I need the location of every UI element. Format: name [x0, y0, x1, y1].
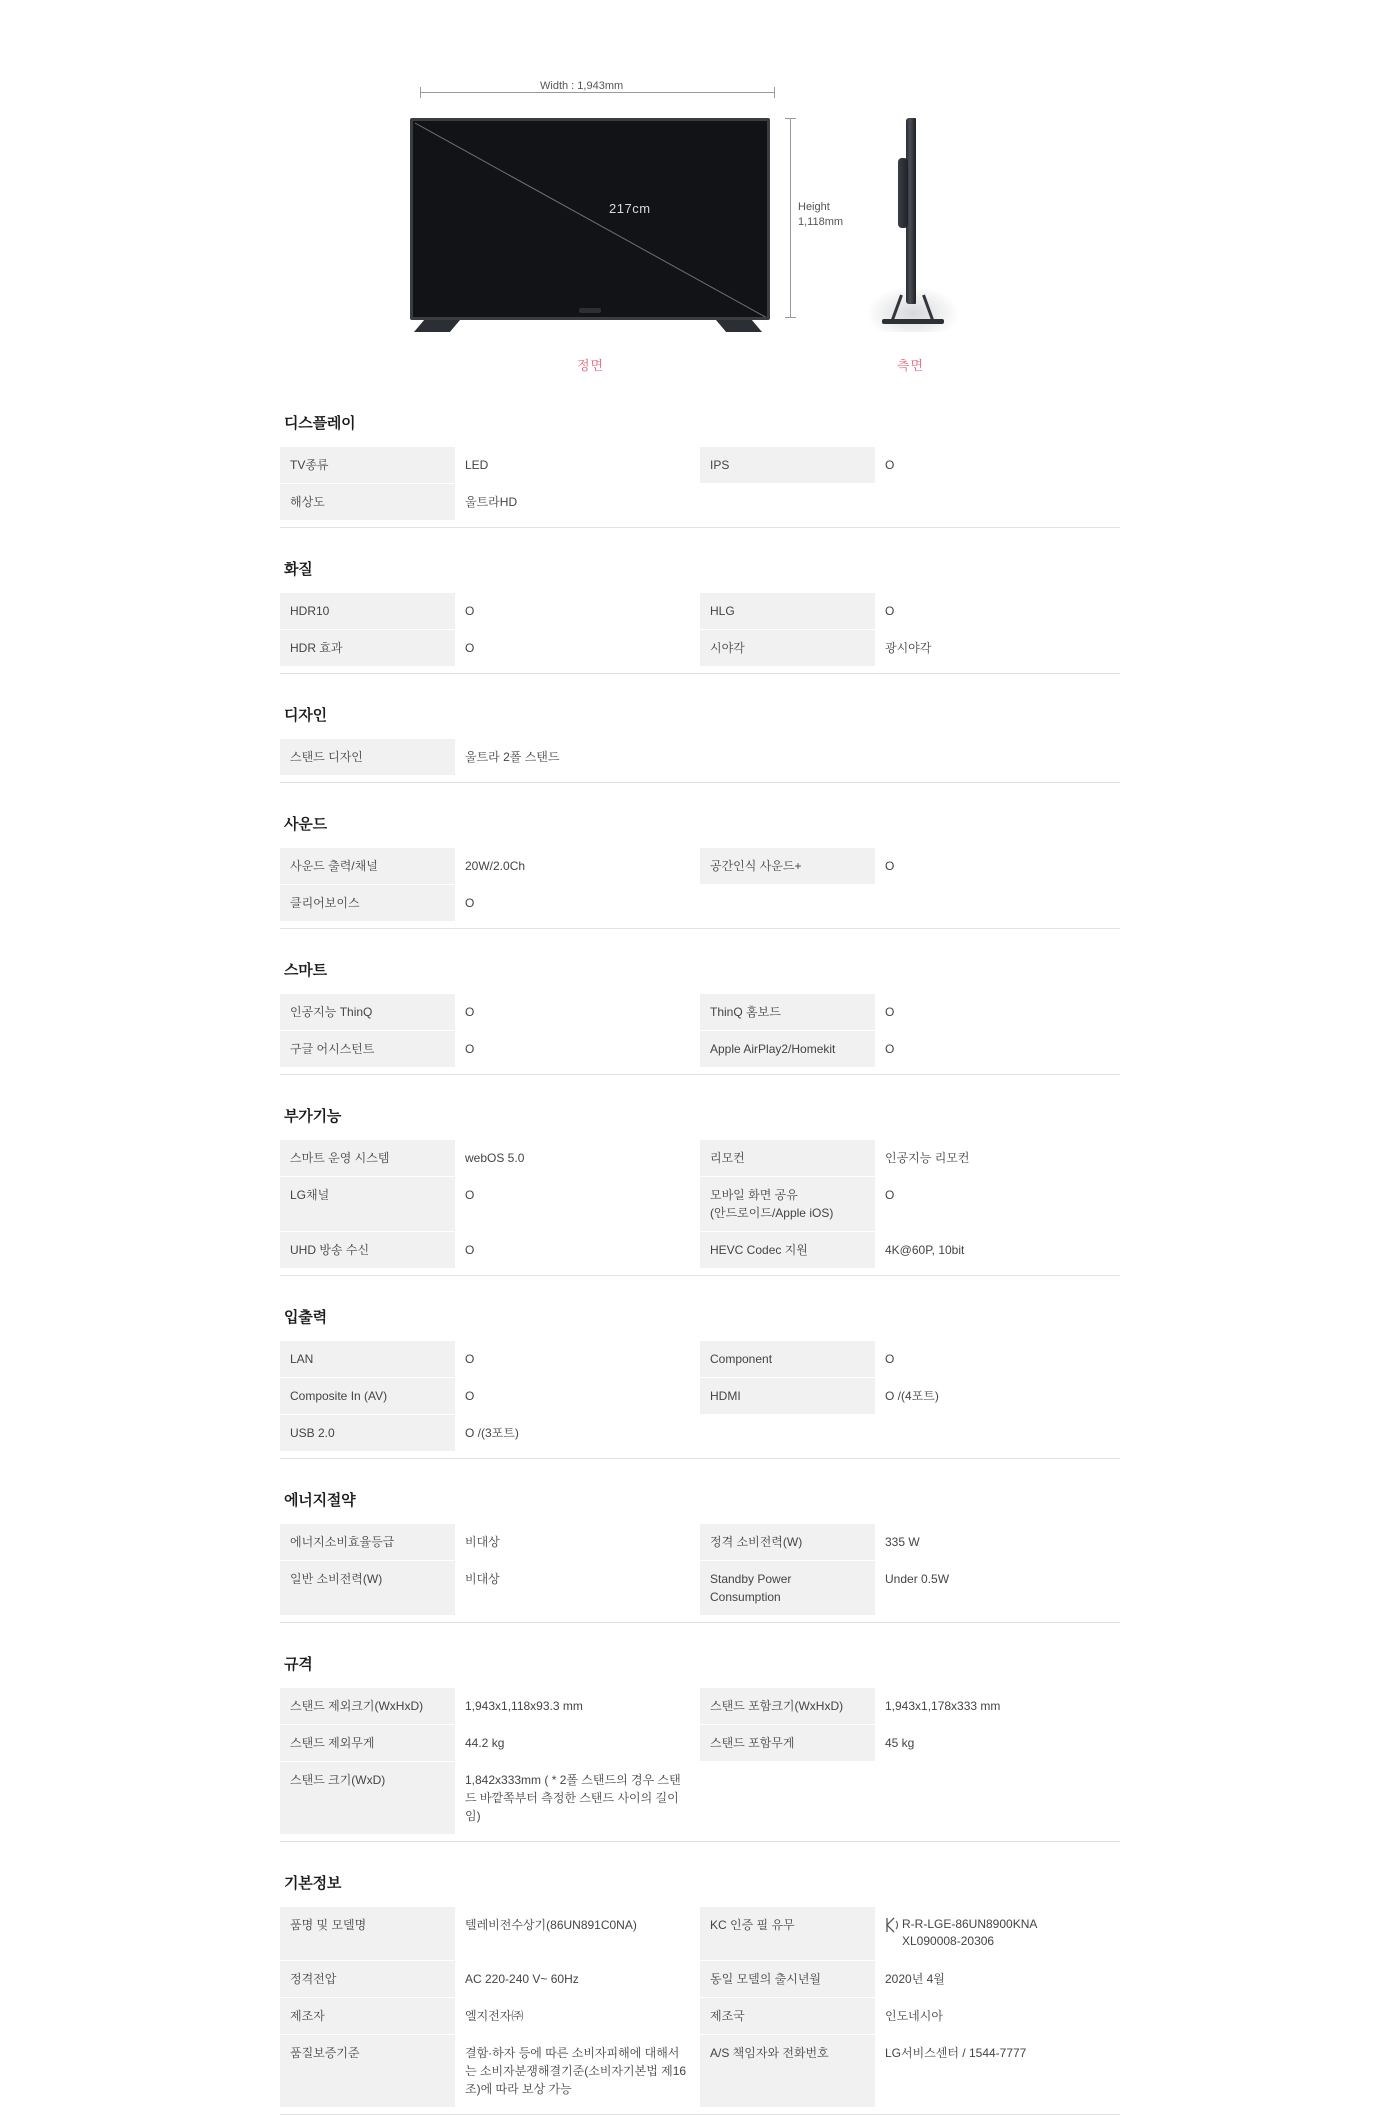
section-divider	[280, 1458, 1120, 1459]
table-row	[280, 1341, 1120, 1378]
spec-section	[280, 1872, 1120, 2115]
spec-label: 일반 소비전력(W)	[280, 1561, 455, 1616]
spec-section	[280, 1489, 1120, 1623]
tv-stand-foot-right	[716, 320, 762, 332]
section-divider	[280, 1074, 1120, 1075]
spec-label: 구글 어시스턴트	[280, 1031, 455, 1068]
table-row	[280, 1524, 1120, 1561]
spec-value: O	[875, 1031, 1120, 1068]
spec-label: HDR10	[280, 593, 455, 630]
section-title: 부가기능	[284, 1108, 342, 1125]
table-row	[280, 1907, 1120, 1960]
spec-label: Composite In (AV)	[280, 1378, 455, 1415]
table-row	[280, 848, 1120, 885]
spec-section	[280, 959, 1120, 1075]
table-row	[280, 1378, 1120, 1415]
spec-value: AC 220-240 V~ 60Hz	[455, 1960, 700, 1997]
section-title: 디스플레이	[284, 415, 356, 432]
spec-value: O	[455, 1378, 700, 1415]
spec-label: 품질보증기준	[280, 2034, 455, 2107]
spec-label: 제조자	[280, 1997, 455, 2034]
table-row	[280, 1960, 1120, 1997]
spec-section	[280, 1105, 1120, 1276]
table-row	[280, 2034, 1120, 2107]
spec-label: 스탠드 디자인	[280, 739, 455, 776]
table-row	[280, 630, 1120, 667]
spec-value: 인도네시아	[875, 1997, 1120, 2034]
spec-label: Standby Power Consumption	[700, 1561, 875, 1616]
spec-label: 스탠드 크기(WxD)	[280, 1762, 455, 1835]
tv-side-view	[890, 118, 936, 320]
spec-label: 에너지소비효율등급	[280, 1524, 455, 1561]
spec-value: 4K@60P, 10bit	[875, 1232, 1120, 1269]
spec-label: 시야각	[700, 630, 875, 667]
spec-label: A/S 책임자와 전화번호	[700, 2034, 875, 2107]
spec-value: O /(3포트)	[455, 1415, 700, 1452]
spec-label: 모바일 화면 공유 (안드로이드/Apple iOS)	[700, 1177, 875, 1232]
spec-label: 클리어보이스	[280, 885, 455, 922]
section-divider	[280, 1841, 1120, 1842]
table-row	[280, 885, 1120, 922]
spec-section	[280, 704, 1120, 783]
height-dimension-line	[790, 118, 792, 318]
spec-value: O	[455, 885, 700, 922]
spec-value: 1,943x1,178x333 mm	[875, 1688, 1120, 1725]
spec-value: O /(4포트)	[875, 1378, 1120, 1415]
section-title: 입출력	[284, 1309, 327, 1326]
section-title: 에너지절약	[284, 1492, 356, 1509]
section-divider	[280, 673, 1120, 674]
spec-value: 20W/2.0Ch	[455, 848, 700, 885]
section-title: 규격	[284, 1656, 313, 1673]
kc-mark-icon	[885, 1917, 898, 1933]
kc-certification-text: R-R-LGE-86UN8900KNA XL090008-20306	[902, 1917, 1038, 1949]
caption-front-view: 정면	[577, 358, 605, 373]
caption-side-view: 측면	[897, 358, 925, 373]
spec-value: O	[875, 1177, 1120, 1232]
spec-label: Component	[700, 1341, 875, 1378]
spec-table	[280, 1524, 1120, 1616]
spec-value: 광시야각	[875, 630, 1120, 667]
spec-value	[875, 1415, 1120, 1452]
spec-label: ThinQ 홈보드	[700, 994, 875, 1031]
spec-label: 제조국	[700, 1997, 875, 2034]
spec-label: 품명 및 모델명	[280, 1907, 455, 1960]
spec-label: 사운드 출력/채널	[280, 848, 455, 885]
spec-value: 엘지전자㈜	[455, 1997, 700, 2034]
spec-section	[280, 412, 1120, 528]
width-dimension-line	[420, 92, 775, 94]
spec-label: 스탠드 제외크기(WxHxD)	[280, 1688, 455, 1725]
spec-table	[280, 1140, 1120, 1269]
table-row	[280, 1177, 1120, 1232]
spec-label: 정격전압	[280, 1960, 455, 1997]
tv-front-view	[410, 118, 770, 320]
spec-table	[280, 848, 1120, 922]
spec-value: 44.2 kg	[455, 1725, 700, 1762]
spec-table	[280, 1688, 1120, 1835]
section-divider	[280, 527, 1120, 528]
product-dimension-diagram	[0, 0, 1400, 400]
spec-value: O	[875, 447, 1120, 484]
spec-label: 동일 모델의 출시년월	[700, 1960, 875, 1997]
spec-label: 공간인식 사운드+	[700, 848, 875, 885]
spec-value: O	[875, 994, 1120, 1031]
section-title: 스마트	[284, 962, 327, 979]
spec-label: 정격 소비전력(W)	[700, 1524, 875, 1561]
spec-value: 울트라HD	[455, 484, 700, 521]
spec-label: LG채널	[280, 1177, 455, 1232]
spec-value: O	[875, 1341, 1120, 1378]
spec-value: O	[455, 1341, 700, 1378]
screen-size-label: 217cm	[609, 201, 651, 216]
spec-label	[700, 1762, 875, 1835]
spec-label: 스탠드 포함무게	[700, 1725, 875, 1762]
spec-value: 텔레비전수상기(86UN891C0NA)	[455, 1907, 700, 1960]
spec-value: O	[455, 593, 700, 630]
spec-value: 2020년 4월	[875, 1960, 1120, 1997]
spec-label: HEVC Codec 지원	[700, 1232, 875, 1269]
spec-label: LAN	[280, 1341, 455, 1378]
height-dimension-label	[798, 200, 843, 230]
spec-value: O	[455, 994, 700, 1031]
section-divider	[280, 2114, 1120, 2115]
spec-label: HDR 효과	[280, 630, 455, 667]
spec-label: TV종류	[280, 447, 455, 484]
spec-value: LED	[455, 447, 700, 484]
spec-table	[280, 593, 1120, 667]
spec-section	[280, 558, 1120, 674]
spec-value: 1,842x333mm ( * 2폴 스탠드의 경우 스탠드 바깥쪽부터 측정한 스탠드 사이의 길이임)	[455, 1762, 700, 1835]
spec-value: 울트라 2폴 스탠드	[455, 739, 700, 776]
spec-label: KC 인증 필 유무	[700, 1907, 875, 1960]
table-row	[280, 1688, 1120, 1725]
spec-value: 비대상	[455, 1561, 700, 1616]
spec-value: 비대상	[455, 1524, 700, 1561]
spec-value: 45 kg	[875, 1725, 1120, 1762]
spec-label: 인공지능 ThinQ	[280, 994, 455, 1031]
table-row	[280, 739, 1120, 776]
spec-value: O	[455, 1232, 700, 1269]
table-row	[280, 994, 1120, 1031]
spec-table	[280, 739, 1120, 776]
spec-label	[700, 484, 875, 521]
table-row	[280, 593, 1120, 630]
spec-value: O	[875, 848, 1120, 885]
spec-table	[280, 1907, 1120, 2108]
spec-label: USB 2.0	[280, 1415, 455, 1452]
spec-value: LG서비스센터 / 1544-7777	[875, 2034, 1120, 2107]
section-divider	[280, 928, 1120, 929]
spec-label	[700, 739, 875, 776]
table-row	[280, 1762, 1120, 1835]
table-row	[280, 1725, 1120, 1762]
spec-label	[700, 1415, 875, 1452]
spec-table	[280, 994, 1120, 1068]
spec-value: 인공지능 리모컨	[875, 1140, 1120, 1177]
spec-label: UHD 방송 수신	[280, 1232, 455, 1269]
tv-side-stand	[876, 295, 950, 323]
spec-value: O	[875, 593, 1120, 630]
spec-value: 335 W	[875, 1524, 1120, 1561]
spec-label: 스마트 운영 시스템	[280, 1140, 455, 1177]
spec-table	[280, 1341, 1120, 1452]
section-divider	[280, 1275, 1120, 1276]
spec-label: 해상도	[280, 484, 455, 521]
screen-diagonal-line	[413, 121, 767, 317]
spec-sections	[280, 400, 1120, 2115]
spec-value: webOS 5.0	[455, 1140, 700, 1177]
section-title: 사운드	[284, 816, 327, 833]
spec-value	[875, 1907, 1120, 1960]
section-title: 디자인	[284, 707, 327, 724]
table-row	[280, 447, 1120, 484]
spec-value: Under 0.5W	[875, 1561, 1120, 1616]
section-divider	[280, 1622, 1120, 1623]
spec-value: O	[455, 630, 700, 667]
section-title: 화질	[284, 561, 313, 578]
spec-section	[280, 1653, 1120, 1842]
spec-label	[700, 885, 875, 922]
tv-logo	[579, 308, 601, 313]
spec-section	[280, 813, 1120, 929]
spec-value: 결함·하자 등에 따른 소비자피해에 대해서는 소비자분쟁해결기준(소비자기본법 제16조)에 따라 보상 가능	[455, 2034, 700, 2107]
spec-value	[875, 484, 1120, 521]
table-row	[280, 1140, 1120, 1177]
table-row	[280, 1997, 1120, 2034]
spec-value	[875, 739, 1120, 776]
spec-label: 스탠드 제외무게	[280, 1725, 455, 1762]
height-dimension-label-line1: Height	[798, 201, 830, 213]
table-row	[280, 484, 1120, 521]
spec-label: HLG	[700, 593, 875, 630]
tv-stand-foot-left	[414, 320, 460, 332]
spec-value: 1,943x1,118x93.3 mm	[455, 1688, 700, 1725]
table-row	[280, 1415, 1120, 1452]
spec-section	[280, 1306, 1120, 1459]
spec-label: Apple AirPlay2/Homekit	[700, 1031, 875, 1068]
spec-value	[875, 1762, 1120, 1835]
spec-label: HDMI	[700, 1378, 875, 1415]
width-dimension-label: Width : 1,943mm	[540, 80, 624, 92]
section-divider	[280, 782, 1120, 783]
height-dimension-label-line2: 1,118mm	[798, 215, 844, 228]
spec-value	[875, 885, 1120, 922]
table-row	[280, 1232, 1120, 1269]
table-row	[280, 1561, 1120, 1616]
spec-label: IPS	[700, 447, 875, 484]
spec-table	[280, 447, 1120, 521]
section-title: 기본정보	[284, 1875, 342, 1892]
spec-value: O	[455, 1177, 700, 1232]
table-row	[280, 1031, 1120, 1068]
spec-value: O	[455, 1031, 700, 1068]
spec-label: 스탠드 포함크기(WxHxD)	[700, 1688, 875, 1725]
spec-label: 리모컨	[700, 1140, 875, 1177]
